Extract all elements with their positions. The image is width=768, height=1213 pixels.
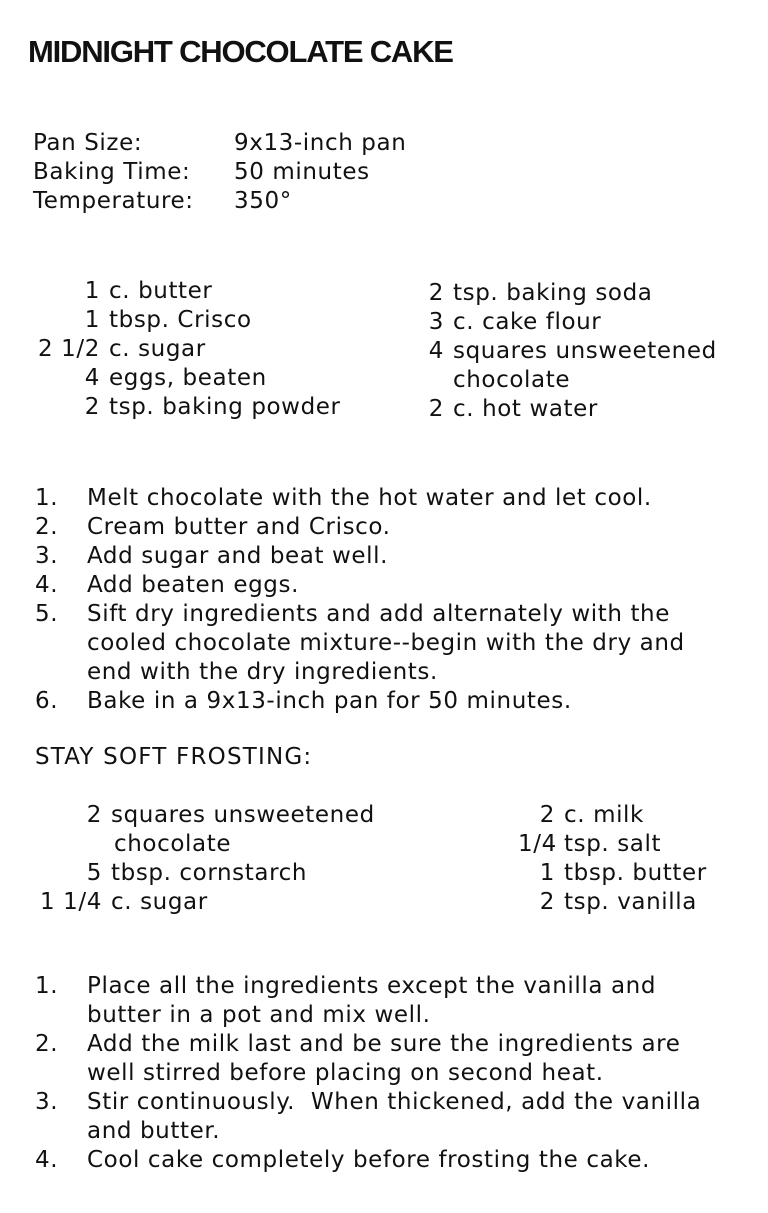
ingredient-qty: 1 xyxy=(84,278,100,304)
step-text: Add beaten eggs. xyxy=(87,572,299,598)
frosting-ingredients-left xyxy=(35,801,375,917)
ingredient-qty: 4 xyxy=(428,338,444,364)
step-text: Melt chocolate with the hot water and let cool. xyxy=(87,485,652,511)
recipe-title: MIDNIGHT CHOCOLATE CAKE xyxy=(28,34,453,69)
ingredient-item: tsp. salt xyxy=(564,831,662,857)
step-number: 1. xyxy=(35,485,59,511)
step-item xyxy=(35,600,735,687)
ingredient-item: c. hot water xyxy=(453,396,598,422)
ingredient-item: tbsp. Crisco xyxy=(109,307,252,333)
step-number: 5. xyxy=(35,601,59,627)
ingredient-qty: 1 1/4 xyxy=(40,889,102,915)
step-item xyxy=(35,484,735,513)
frosting-ingredients-right xyxy=(518,801,707,917)
frosting-steps xyxy=(35,972,735,1175)
ingredient-row xyxy=(428,308,717,337)
ingredient-row xyxy=(428,279,717,308)
ingredient-qty: 5 xyxy=(86,860,102,886)
step-number: 4. xyxy=(35,1147,59,1173)
step-item xyxy=(35,1146,735,1175)
step-item xyxy=(35,1030,735,1088)
step-item xyxy=(35,513,735,542)
ingredient-item: c. sugar xyxy=(111,889,208,915)
ingredient-row xyxy=(518,859,707,888)
ingredient-item: eggs, beaten xyxy=(109,365,267,391)
ingredient-item: c. butter xyxy=(109,278,213,304)
ingredient-qty: 2 xyxy=(539,889,555,915)
step-number: 3. xyxy=(35,543,59,569)
step-text: Sift dry ingredients and add alternately with the cooled chocolate mixture--begin with the dry and end with the dry ingredients. xyxy=(87,601,685,685)
ingredient-row xyxy=(35,888,375,917)
step-text: Bake in a 9x13-inch pan for 50 minutes. xyxy=(87,688,572,714)
cake-ingredients-left xyxy=(33,277,341,422)
ingredient-item: squares unsweetened xyxy=(453,338,717,364)
ingredient-item: tsp. baking powder xyxy=(109,394,341,420)
ingredient-item: tbsp. butter xyxy=(564,860,707,886)
step-number: 4. xyxy=(35,572,59,598)
step-item xyxy=(35,687,735,716)
ingredient-qty: 2 xyxy=(428,280,444,306)
cake-ingredients-right xyxy=(428,279,717,424)
spec-row-pan-size xyxy=(33,129,406,158)
ingredient-item: c. sugar xyxy=(109,336,206,362)
ingredient-row xyxy=(428,337,717,366)
step-number: 2. xyxy=(35,1031,59,1057)
ingredient-row xyxy=(33,364,341,393)
ingredient-row xyxy=(33,393,341,422)
step-number: 2. xyxy=(35,514,59,540)
step-item xyxy=(35,1088,735,1146)
ingredient-row xyxy=(35,801,375,830)
ingredient-qty: 1 xyxy=(84,307,100,333)
ingredient-qty: 4 xyxy=(84,365,100,391)
ingredient-row xyxy=(518,888,707,917)
ingredient-row xyxy=(518,801,707,830)
ingredient-row xyxy=(428,366,717,395)
ingredient-row xyxy=(428,395,717,424)
ingredient-row xyxy=(33,335,341,364)
step-text: Add the milk last and be sure the ingredients are well stirred before placing on second heat. xyxy=(87,1031,681,1086)
step-number: 6. xyxy=(35,688,59,714)
ingredient-item: chocolate xyxy=(453,367,571,393)
ingredient-item: tsp. baking soda xyxy=(453,280,653,306)
spec-row-temperature xyxy=(33,187,406,216)
spec-label: Temperature: xyxy=(33,188,194,214)
ingredient-row xyxy=(33,277,341,306)
ingredient-qty: 3 xyxy=(428,309,444,335)
ingredient-row xyxy=(35,830,375,859)
spec-label: Baking Time: xyxy=(33,159,191,185)
ingredient-item: squares unsweetened xyxy=(111,802,375,828)
ingredient-qty: 2 1/2 xyxy=(38,336,100,362)
spec-label: Pan Size: xyxy=(33,130,143,156)
spec-value: 350° xyxy=(234,188,292,214)
step-item xyxy=(35,972,735,1030)
step-text: Cream butter and Crisco. xyxy=(87,514,391,540)
ingredient-item: chocolate xyxy=(114,831,232,857)
ingredient-item: tbsp. cornstarch xyxy=(111,860,308,886)
ingredient-row xyxy=(35,859,375,888)
ingredient-qty: 2 xyxy=(86,802,102,828)
step-number: 3. xyxy=(35,1089,59,1115)
ingredient-qty: 2 xyxy=(428,396,444,422)
ingredient-item: tsp. vanilla xyxy=(564,889,697,915)
frosting-heading: STAY SOFT FROSTING: xyxy=(35,744,313,770)
cake-steps xyxy=(35,484,735,716)
step-text: Cool cake completely before frosting the cake. xyxy=(87,1147,651,1173)
step-text: Stir continuously. When thickened, add the vanilla and butter. xyxy=(87,1089,710,1144)
ingredient-row xyxy=(518,830,707,859)
ingredient-qty: 2 xyxy=(539,802,555,828)
ingredient-item: c. cake flour xyxy=(453,309,602,335)
spec-row-baking-time xyxy=(33,158,406,187)
ingredient-qty: 1 xyxy=(539,860,555,886)
spec-value: 50 minutes xyxy=(234,159,370,185)
spec-value: 9x13-inch pan xyxy=(234,130,407,156)
step-number: 1. xyxy=(35,973,59,999)
ingredient-qty: 1/4 xyxy=(518,831,557,857)
step-item xyxy=(35,571,735,600)
ingredient-item: c. milk xyxy=(564,802,644,828)
ingredient-qty: 2 xyxy=(84,394,100,420)
step-item xyxy=(35,542,735,571)
ingredient-row xyxy=(33,306,341,335)
step-text: Add sugar and beat well. xyxy=(87,543,389,569)
baking-specs xyxy=(33,129,406,216)
step-text: Place all the ingredients except the vanilla and butter in a pot and mix well. xyxy=(87,973,657,1028)
